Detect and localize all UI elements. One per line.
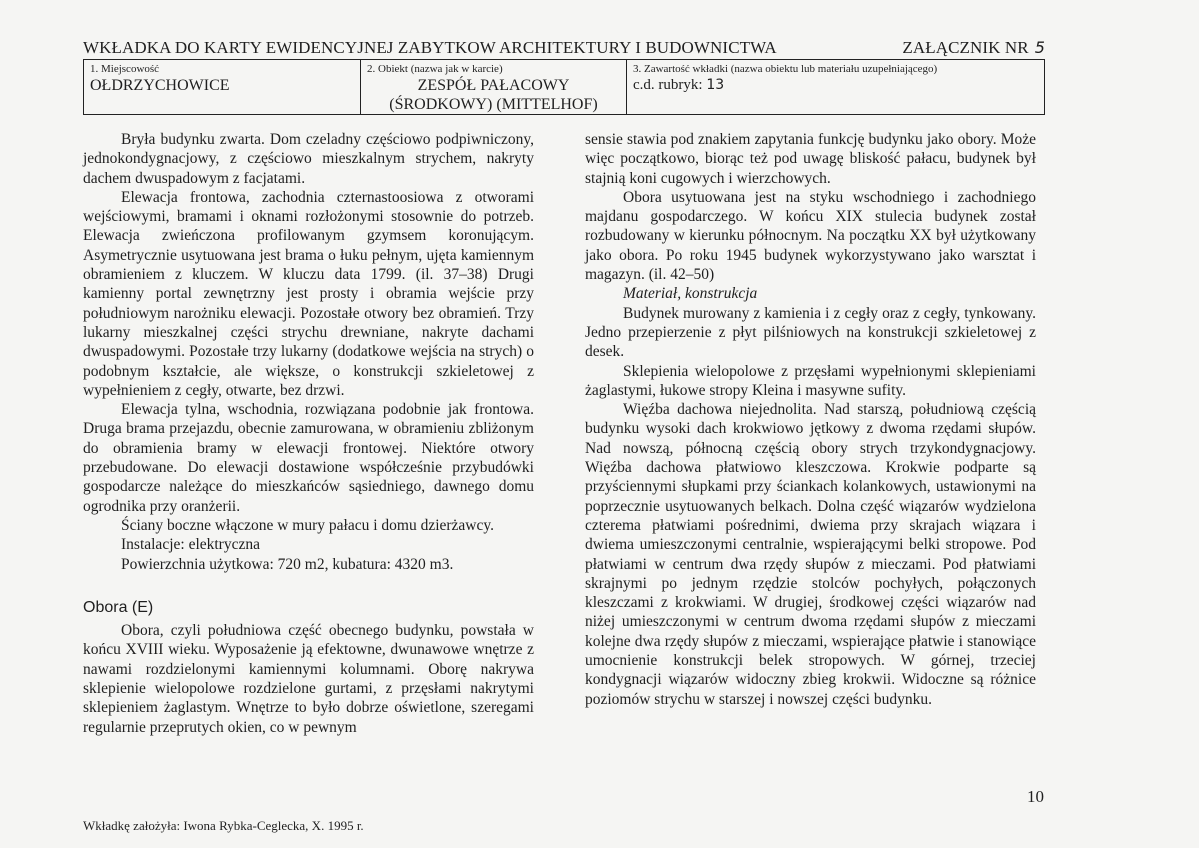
locality-value: OŁDRZYCHOWICE (90, 77, 230, 94)
object-label: 2. Obiekt (nazwa jak w karcie) (367, 63, 503, 75)
page-number: 10 (1027, 787, 1044, 806)
object-value-line1: ZESPÓŁ PAŁACOWY (417, 77, 570, 94)
form-cell-contents (626, 60, 1044, 114)
contents-label: 3. Zawartość wkładki (nazwa obiektu lub materiału uzupełniającego) (633, 63, 938, 75)
record-form-table (83, 59, 1045, 115)
annex-label-group (902, 38, 1045, 58)
paragraph: Powierzchnia użytkowa: 720 m2, kubatura: 4320 m3. (121, 555, 454, 573)
author-note: Wkładkę założyła: Iwona Rybka-Ceglecka, X. 1995 r. (83, 818, 364, 833)
paragraph: Obora usytuowana jest na styku wschodniego i zachodniego majdanu gospodarczego. W końcu XIX stulecia budynek został rozbudowany w kierunku północnym. Na początku XX był użytkowany jako obora. Po roku 1945 budynek wykorzystywano jako warsztat i magazyn. (il. 42–50) (585, 188, 1036, 284)
section-subheading: Materiał, konstrukcja (623, 285, 758, 303)
contents-number: 13 (706, 77, 725, 93)
paragraph: Instalacje: elektryczna (121, 536, 260, 554)
left-column (83, 130, 534, 737)
page-header (83, 38, 1045, 58)
object-value-line2: (ŚRODKOWY) (MITTELHOF) (389, 96, 598, 113)
section-heading: Obora (E) (83, 598, 154, 616)
paragraph: Więźba dachowa niejednolita. Nad starszą, południową częścią budynku wysoki dach krokwiowo jętkowy z dwoma rzędami słupów. Nad nowszą, północną częścią obory strych trzykondygnacjowy. Więźba dachowa płatwiowo kleszczowa. Krokwie podparte są przyściennymi słupkami przy ściankach kolankowych, ustawionymi na poprzecznie usytuowanych belkach. Dolna część wiązarów wydzielona czterema płatwiami pośrednimi, dwiema przy skrajach wiązara i dwiema umieszczonymi centralnie, wspierającymi belki stropowe. Pod płatwiami w centrum dwa rzędy słupów z mieczami. Pod płatwiami skrajnymi po jednym rzędzie stolców pochyłych, połączonych kleszczami z krokwiami. W drugiej, środkowej części wiązarów nad niżej umieszczonymi w centrum dwoma rzędami słupów z mieczami kolejne dwa rzędy słupów z mieczami, wspierające płatwie i stanowiące umocnienie konstrukcji belek stropowych. W górnej, trzeciej kondygnacji wiązarów widoczny zbieg krokwii. Widoczne są różnice poziomów strychu w starszej i nowszej części budynku. (585, 401, 1036, 708)
paragraph: Sklepienia wielopolowe z przęsłami wypełnionymi sklepieniami żaglastymi, łukowe stropy Kleina i masywne sufity. (585, 362, 1036, 399)
annex-label: ZAŁĄCZNIK NR (902, 38, 1029, 57)
paragraph: Ściany boczne włączone w mury pałacu i domu dzierżawcy. (121, 516, 494, 534)
paragraph: Elewacja tylna, wschodnia, rozwiązana podobnie jak frontowa. Druga brama przejazdu, obecnie zamurowana, w obramieniu zbliżonym do obramienia bramy w elewacji frontowej. Niektóre otwory przebudowane. Do elewacji dostawione współcześnie przybudówki gospodarcze należące do mieszkańców sąsiedniego, dawnego domu ogrodnika przy oranżerii. (83, 401, 534, 515)
annex-number: 5 (1034, 38, 1045, 57)
paragraph: Elewacja frontowa, zachodnia czternastoosiowa z otworami wejściowymi, bramami i oknami rozłożonymi stosownie do potrzeb. Elewacja zwieńczona profilowanym gzymsem koronującym. Asymetrycznie usytuowana jest brama o łuku pełnym, ujęta kamiennym obramieniem z kluczem. W kluczu data 1799. (il. 37–38) Drugi kamienny portal zewnętrzny jest prosty i obramia wejście przy południowym narożniku elewacji. Pozostałe otwory bez obramień. Trzy lukarny mieszkalnej części strychu drewniane, nakryte dachami dwuspadowymi. Pozostałe trzy lukarny (dodatkowe wejścia na strych) o podobnym kształcie, ale większe, o konstrukcji szkieletowej z wypełnieniem z cegły, otwarte, bez drzwi. (83, 188, 534, 399)
locality-label: 1. Miejscowość (90, 63, 160, 75)
form-cell-locality (84, 60, 360, 114)
form-cell-object (360, 60, 626, 114)
paragraph: sensie stawia pod znakiem zapytania funkcję budynku jako obory. Może więc początkowo, biorąc też pod uwagę bliskość pałacu, budynek był stajnią koni cugowych i wierzchowych. (585, 131, 1036, 187)
paragraph: Obora, czyli południowa część obecnego budynku, powstała w końcu XVIII wieku. Wyposażenie ją efektowne, dwunawowe wnętrze z nawami rozdzielonymi kamiennymi kolumnami. Oborę nakrywa sklepienie wielopolowe rozdzielone gurtami, z przęsłami nakrytymi sklepieniem żaglastym. Wnętrze to było dobrze oświetlone, szeregami regularnie przeprutych okien, co w pewnym (83, 622, 534, 736)
contents-prefix: c.d. rubryk: (633, 77, 703, 93)
right-column (585, 130, 1036, 709)
paragraph: Budynek murowany z kamienia i z cegły oraz z cegły, tynkowany. Jedno przepierzenie z płyt pilśniowych na konstrukcji szkieletowej z desek. (585, 304, 1036, 361)
paragraph: Bryła budynku zwarta. Dom czeladny częściowo podpiwniczony, jednokondygnacjowy, z częściowo mieszkalnym strychem, nakryty dachem dwuspadowym z facjatami. (83, 131, 534, 187)
document-title: WKŁADKA DO KARTY EWIDENCYJNEJ ZABYTKOW ARCHITEKTURY I BUDOWNICTWA (83, 38, 777, 57)
contents-value (633, 76, 1038, 95)
